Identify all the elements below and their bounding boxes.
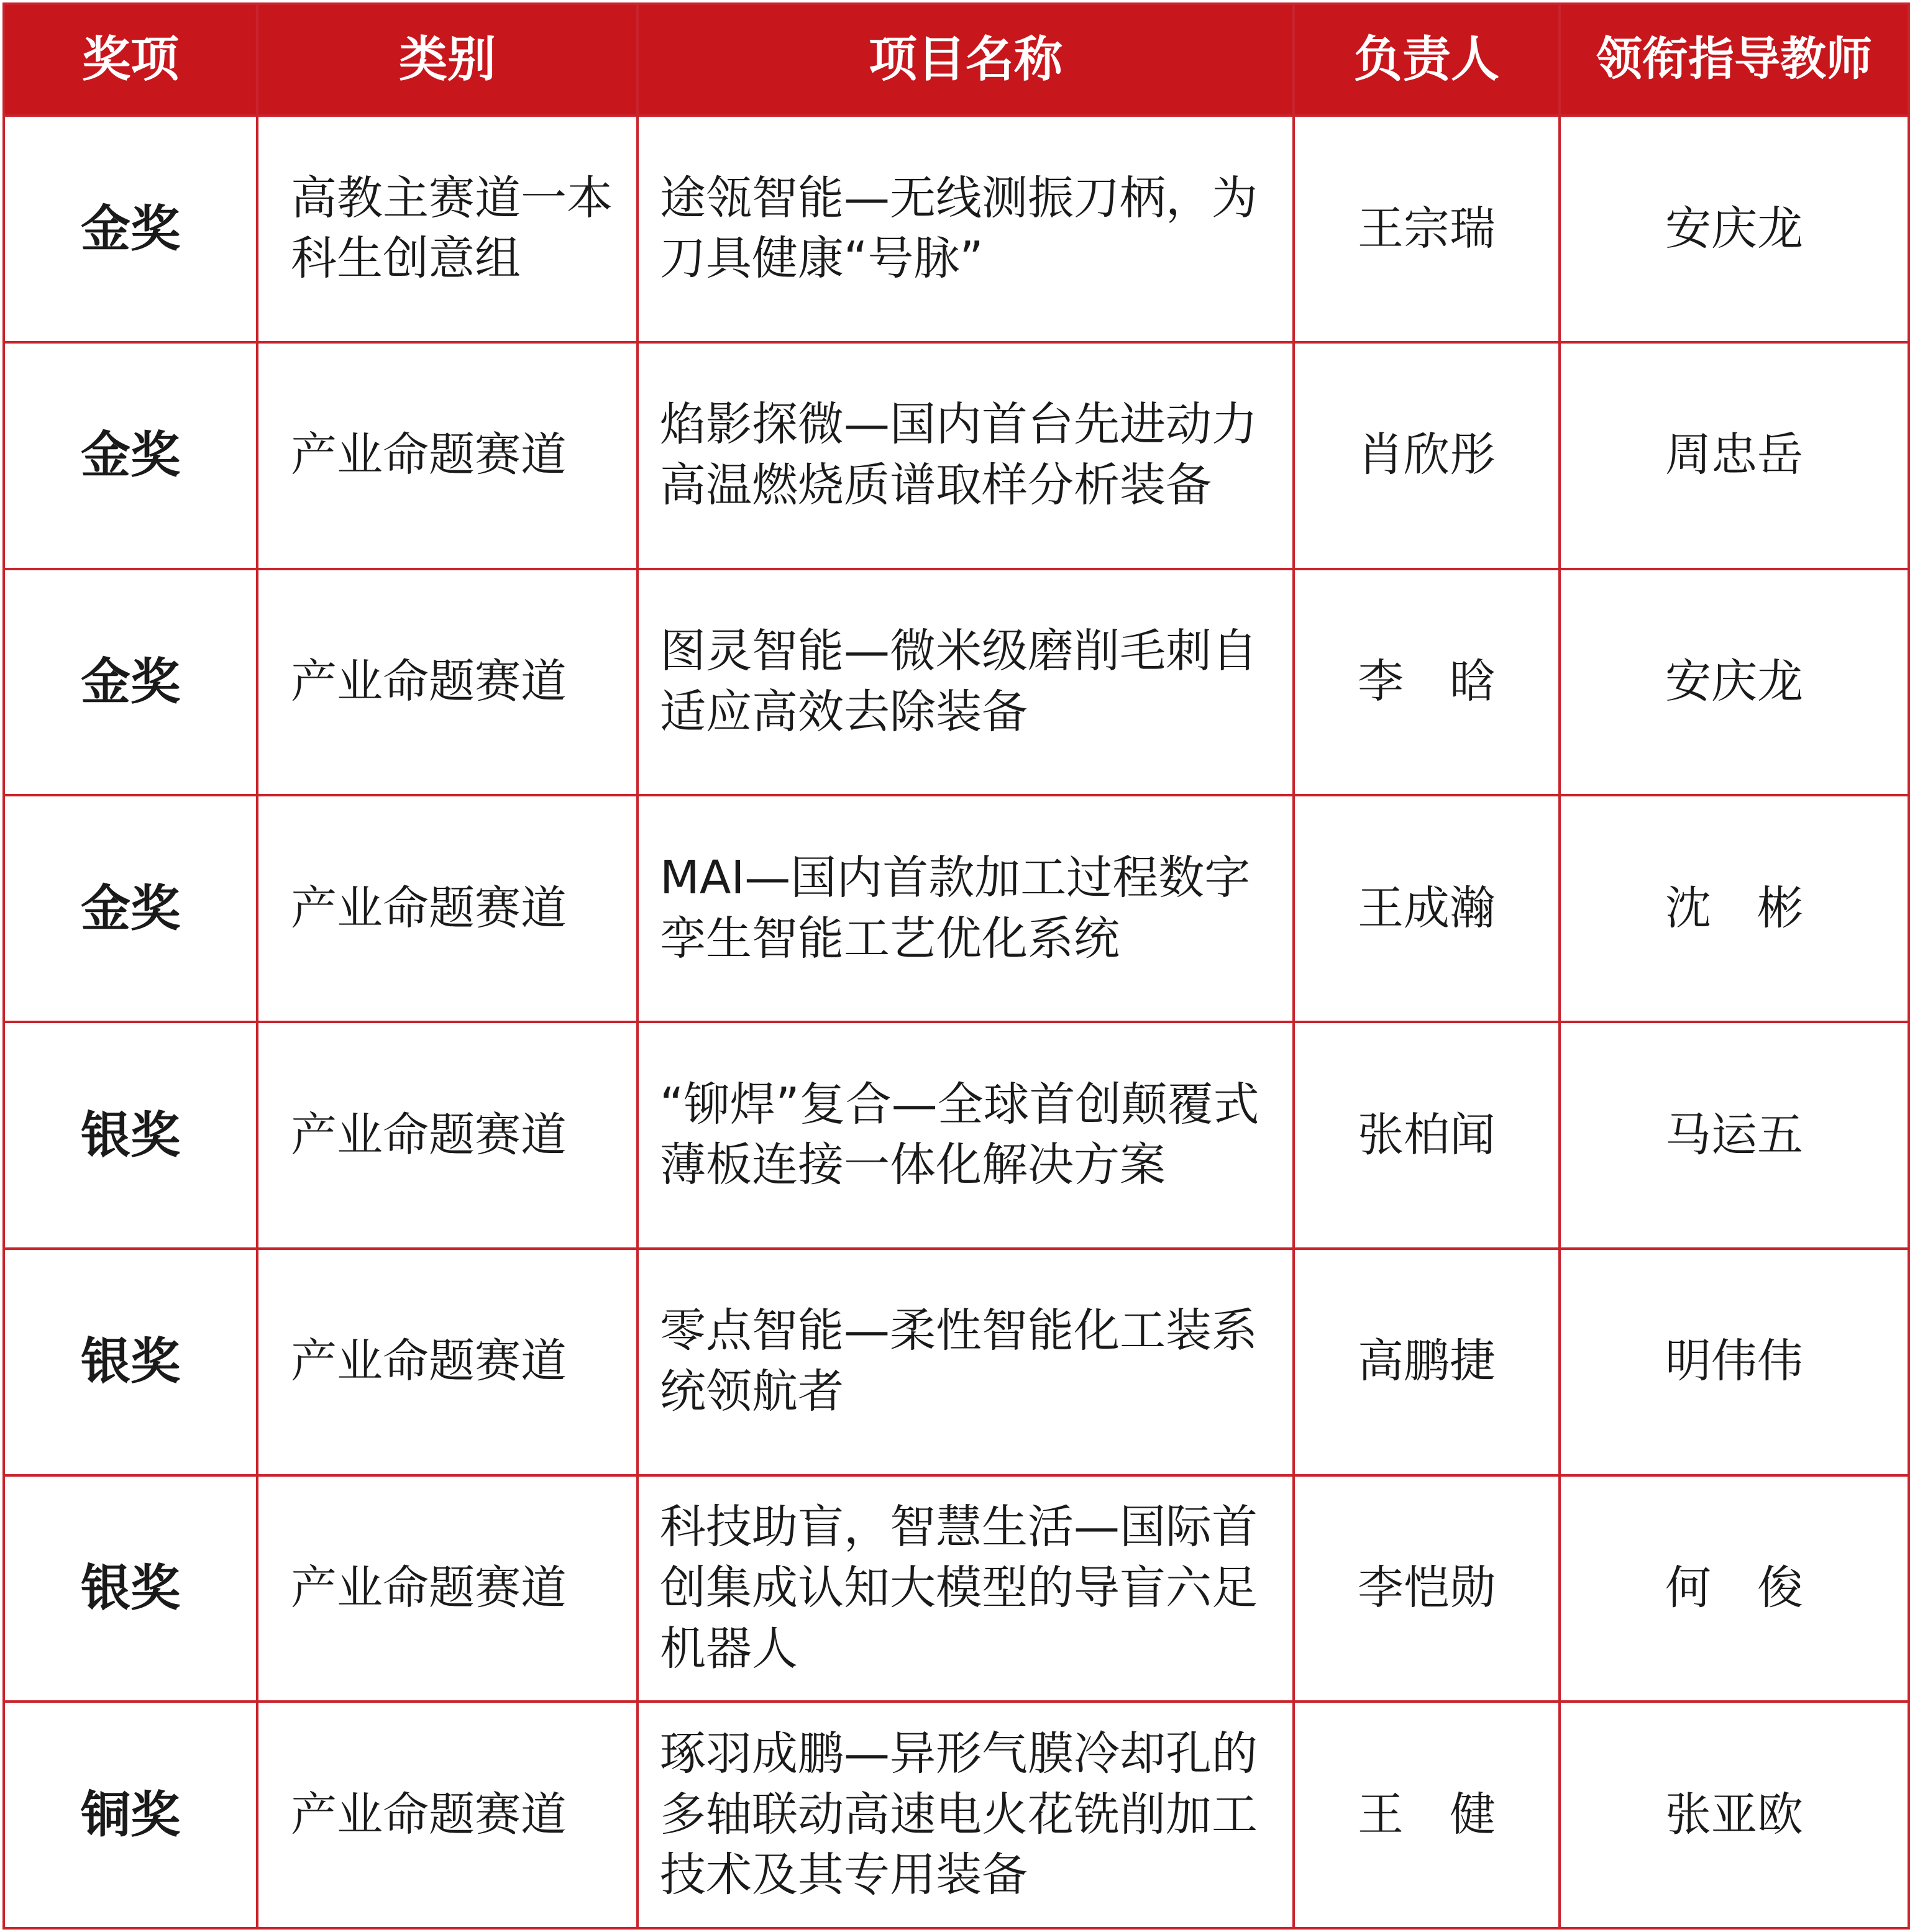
award-cell: 金奖 — [4, 342, 257, 569]
award-cell: 金奖 — [4, 795, 257, 1022]
leader-cell: 王成瀚 — [1294, 795, 1560, 1022]
award-table — [2, 2, 1910, 1930]
category-cell: 产业命题赛道 — [257, 1249, 637, 1475]
leader-cell: 李恺勋 — [1294, 1475, 1560, 1702]
leader-cell: 肖欣彤 — [1294, 342, 1560, 569]
mentor-cell: 何 俊 — [1560, 1475, 1909, 1702]
mentor-cell: 张亚欧 — [1560, 1702, 1909, 1928]
award-cell: 银奖 — [4, 1249, 257, 1475]
table-row — [4, 342, 1909, 569]
award-cell: 金奖 — [4, 569, 257, 796]
mentor-cell: 周忠岳 — [1560, 342, 1909, 569]
project-cell: “铆焊”复合—全球首创颠覆式薄板连接一体化解决方案 — [637, 1022, 1294, 1249]
header-row — [4, 4, 1909, 116]
table-row — [4, 1475, 1909, 1702]
project-cell: 图灵智能—微米级磨削毛刺自适应高效去除装备 — [637, 569, 1294, 796]
mentor-cell: 马运五 — [1560, 1022, 1909, 1249]
table-body — [4, 116, 1909, 1928]
project-cell: MAI—国内首款加工过程数字孪生智能工艺优化系统 — [637, 795, 1294, 1022]
leader-cell: 高鹏捷 — [1294, 1249, 1560, 1475]
award-cell: 铜奖 — [4, 1702, 257, 1928]
table-row — [4, 795, 1909, 1022]
header-leader: 负责人 — [1294, 4, 1560, 116]
project-cell: 零点智能—柔性智能化工装系统领航者 — [637, 1249, 1294, 1475]
header-project: 项目名称 — [637, 4, 1294, 116]
mentor-cell: 安庆龙 — [1560, 116, 1909, 342]
category-cell: 产业命题赛道 — [257, 1022, 637, 1249]
category-cell: 产业命题赛道 — [257, 1702, 637, 1928]
project-cell: 焰影探微—国内首台先进动力高温燃烧质谱取样分析装备 — [637, 342, 1294, 569]
leader-cell: 李 晗 — [1294, 569, 1560, 796]
category-cell: 产业命题赛道 — [257, 569, 637, 796]
award-cell: 银奖 — [4, 1022, 257, 1249]
project-cell: 途瓴智能—无线测振刀柄，为刀具健康“号脉” — [637, 116, 1294, 342]
header-award: 奖项 — [4, 4, 257, 116]
project-cell: 科技助盲，智慧生活—国际首创集成认知大模型的导盲六足机器人 — [637, 1475, 1294, 1702]
table-header — [4, 4, 1909, 116]
mentor-cell: 沈 彬 — [1560, 795, 1909, 1022]
table-row — [4, 1022, 1909, 1249]
mentor-cell: 明伟伟 — [1560, 1249, 1909, 1475]
award-cell: 金奖 — [4, 116, 257, 342]
leader-cell: 王宗瑞 — [1294, 116, 1560, 342]
leader-cell: 王 健 — [1294, 1702, 1560, 1928]
category-cell: 产业命题赛道 — [257, 795, 637, 1022]
table-row — [4, 1249, 1909, 1475]
category-cell: 高教主赛道一本科生创意组 — [257, 116, 637, 342]
category-cell: 产业命题赛道 — [257, 1475, 637, 1702]
header-mentor: 领衔指导教师 — [1560, 4, 1909, 116]
header-category: 类别 — [257, 4, 637, 116]
category-cell: 产业命题赛道 — [257, 342, 637, 569]
award-cell: 银奖 — [4, 1475, 257, 1702]
mentor-cell: 安庆龙 — [1560, 569, 1909, 796]
project-cell: 琢羽成鹏—异形气膜冷却孔的多轴联动高速电火花铣削加工技术及其专用装备 — [637, 1702, 1294, 1928]
table-row — [4, 569, 1909, 796]
table-row — [4, 1702, 1909, 1928]
leader-cell: 张柏闻 — [1294, 1022, 1560, 1249]
table-row — [4, 116, 1909, 342]
